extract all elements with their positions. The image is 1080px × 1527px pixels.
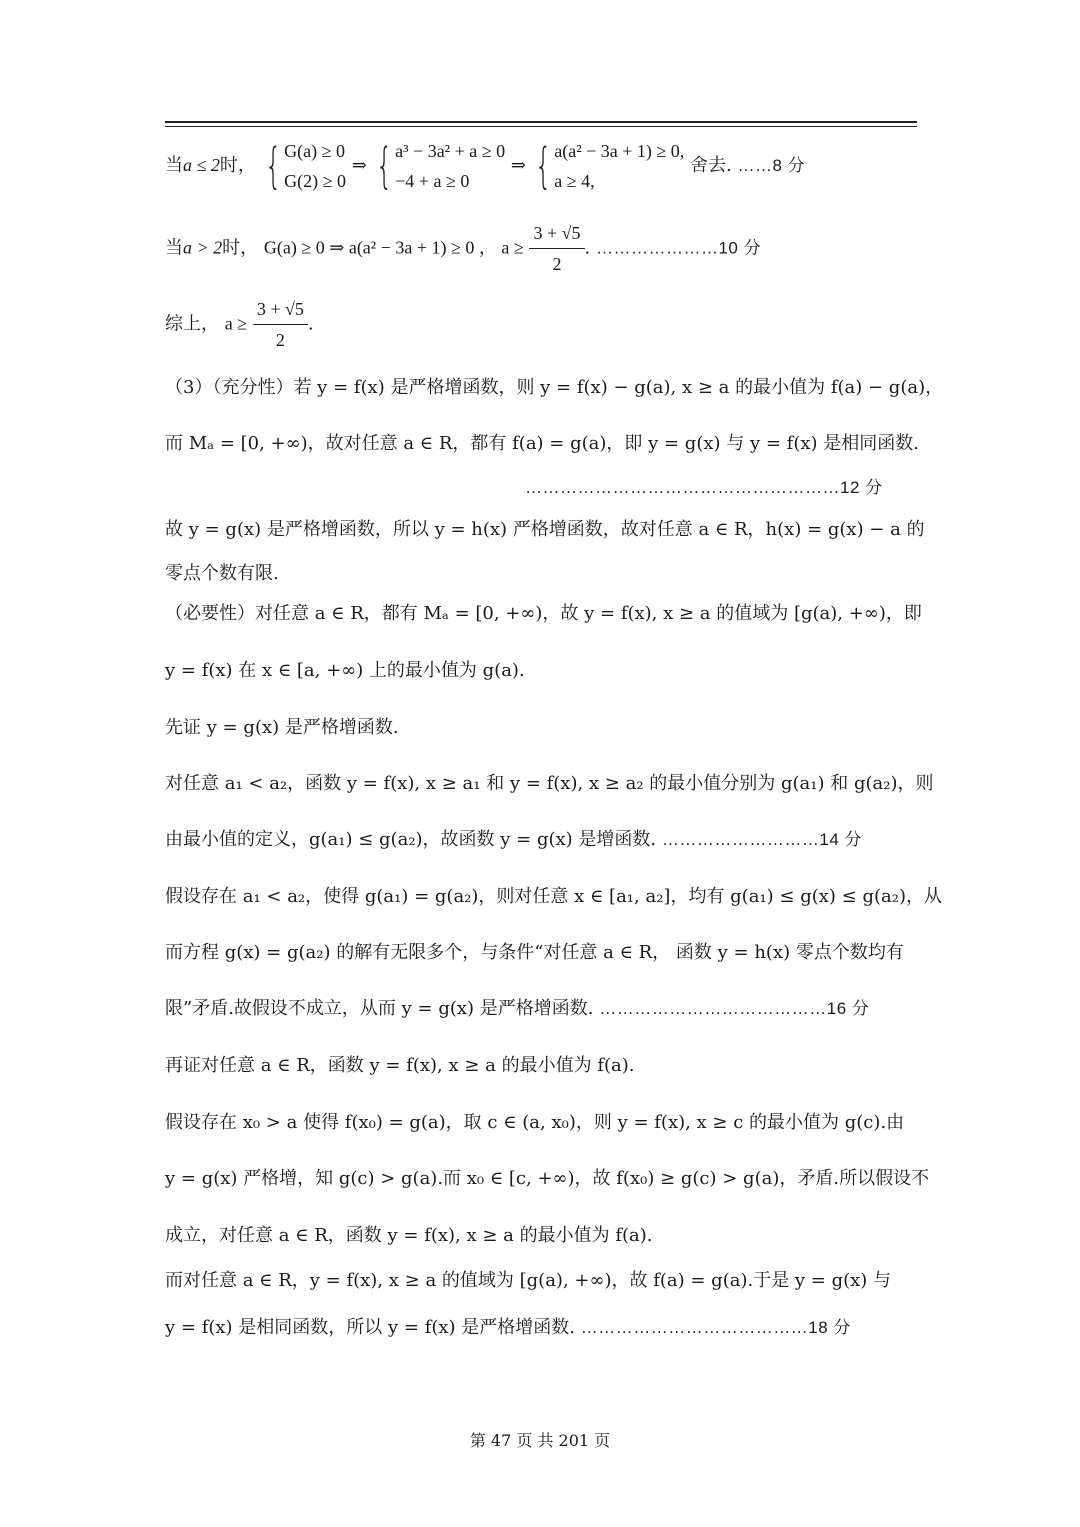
expression: G(a) ≥ 0 ⇒ a(a² − 3a + 1) ≥ 0 ， a ≥ bbox=[263, 237, 524, 258]
text-line: y = g(x) 严格增，知 g(c) > g(a).而 x₀ ∈ [c, +∞)，故 f(x₀) ≥ g(c) > g(a)，矛盾.所以假设不 bbox=[165, 1168, 930, 1189]
ineq: −4 + a ≥ 0 bbox=[395, 171, 470, 191]
text-line: （必要性）对任意 a ∈ R，都有 Mₐ = [0, +∞)，故 y = f(x), x ≥ a 的值域为 [g(a), +∞)，即 bbox=[165, 603, 922, 624]
period: . bbox=[307, 313, 314, 335]
numerator: 3 + √5 bbox=[529, 218, 584, 249]
text: 当 bbox=[165, 155, 183, 176]
text: 综上， bbox=[165, 313, 219, 335]
text-line: （3）（充分性）若 y = f(x) 是严格增函数，则 y = f(x) − g(a), x ≥ a 的最小值为 f(a) − g(a)， bbox=[165, 377, 944, 398]
condition: a ≤ 2 bbox=[183, 155, 220, 175]
text-line: 再证对任意 a ∈ R，函数 y = f(x), x ≥ a 的最小值为 f(a). bbox=[165, 1055, 635, 1076]
score-marker: ………………………………………………12 分 bbox=[525, 478, 883, 497]
score-marker: ………………………14 分 bbox=[661, 830, 863, 849]
system-2 bbox=[373, 136, 506, 196]
text-line bbox=[165, 997, 869, 1021]
header-rule-thin bbox=[165, 126, 917, 127]
denominator: 2 bbox=[552, 254, 562, 274]
conclusion-line bbox=[165, 294, 314, 355]
score-line bbox=[525, 476, 883, 500]
text: 时， bbox=[222, 237, 259, 259]
text-line: 而对任意 a ∈ R，y = f(x), x ≥ a 的值域为 [g(a), +∞)，故 f(a) = g(a).于是 y = g(x) 与 bbox=[165, 1270, 892, 1291]
brace-icon: { bbox=[264, 138, 282, 194]
text-line: y = f(x) 在 x ∈ [a, +∞) 上的最小值为 g(a). bbox=[165, 660, 525, 681]
case-a-gt-2-line bbox=[165, 218, 761, 279]
implies-icon: ⇒ bbox=[351, 155, 367, 175]
ineq: a³ − 3a² + a ≥ 0 bbox=[395, 141, 506, 161]
period: . bbox=[584, 237, 591, 259]
score-marker: …………………………………18 分 bbox=[580, 1318, 851, 1337]
text-line: 故 y = g(x) 是严格增函数，所以 y = h(x) 严格增函数，故对任意 a ∈ R，h(x) = g(x) − a 的 bbox=[165, 519, 925, 540]
expression: a ≥ bbox=[224, 313, 248, 334]
implies-icon: ⇒ bbox=[510, 155, 526, 175]
discard-text: 舍去. bbox=[690, 155, 732, 176]
ineq: a(a² − 3a + 1) ≥ 0, bbox=[554, 141, 685, 161]
text-line: 而方程 g(x) = g(a₂) 的解有无限多个，与条件“对任意 a ∈ R， 函数 y = h(x) 零点个数均有 bbox=[165, 942, 904, 963]
ineq: G(a) ≥ 0 bbox=[284, 141, 346, 161]
fraction bbox=[529, 218, 584, 279]
text-line bbox=[165, 828, 862, 852]
header-rule-thick bbox=[165, 121, 917, 123]
text-line: 对任意 a₁ < a₂，函数 y = f(x), x ≥ a₁ 和 y = f(x), x ≥ a₂ 的最小值分别为 g(a₁) 和 g(a₂)，则 bbox=[165, 773, 934, 794]
fraction bbox=[253, 294, 308, 355]
system-1 bbox=[262, 136, 346, 196]
condition: a > 2 bbox=[183, 237, 223, 258]
brace-icon: { bbox=[534, 138, 552, 194]
brace-icon: { bbox=[375, 138, 393, 194]
text-line: 假设存在 x₀ > a 使得 f(x₀) = g(a)，取 c ∈ (a, x₀)，则 y = f(x), x ≥ c 的最小值为 g(c).由 bbox=[165, 1112, 905, 1133]
ineq: G(2) ≥ 0 bbox=[284, 171, 347, 191]
ineq: a ≥ 4, bbox=[554, 171, 595, 191]
text-line: 假设存在 a₁ < a₂，使得 g(a₁) = g(a₂)，则对任意 x ∈ [a₁, a₂]，均有 g(a₁) ≤ g(x) ≤ g(a₂)，从 bbox=[165, 886, 942, 907]
page-footer: 第 47 页 共 201 页 bbox=[469, 1431, 611, 1450]
text: 由最小值的定义，g(a₁) ≤ g(a₂)，故函数 y = g(x) 是增函数. bbox=[165, 829, 657, 850]
text-line: 而 Mₐ = [0, +∞)，故对任意 a ∈ R，都有 f(a) = g(a)，即 y = g(x) 与 y = f(x) 是相同函数. bbox=[165, 433, 919, 454]
text: 限”矛盾.故假设不成立，从而 y = g(x) 是严格增函数. bbox=[165, 998, 594, 1019]
score-marker: ……8 分 bbox=[737, 156, 806, 175]
score-marker: …………………………………16 分 bbox=[599, 999, 870, 1018]
system-3 bbox=[532, 136, 685, 196]
text: 时， bbox=[219, 155, 256, 176]
denominator: 2 bbox=[275, 330, 285, 350]
text-line bbox=[165, 1316, 851, 1340]
numerator: 3 + √5 bbox=[253, 294, 308, 325]
text-line: 成立，对任意 a ∈ R，函数 y = f(x), x ≥ a 的最小值为 f(a). bbox=[165, 1225, 653, 1246]
text: y = f(x) 是相同函数，所以 y = f(x) 是严格增函数. bbox=[165, 1317, 575, 1338]
score-marker: …………………10 分 bbox=[595, 238, 762, 258]
text-line: 零点个数有限. bbox=[165, 563, 279, 584]
case-a-le-2-line bbox=[165, 136, 805, 196]
text: 当 bbox=[165, 237, 183, 259]
text-line: 先证 y = g(x) 是严格增函数. bbox=[165, 717, 399, 738]
